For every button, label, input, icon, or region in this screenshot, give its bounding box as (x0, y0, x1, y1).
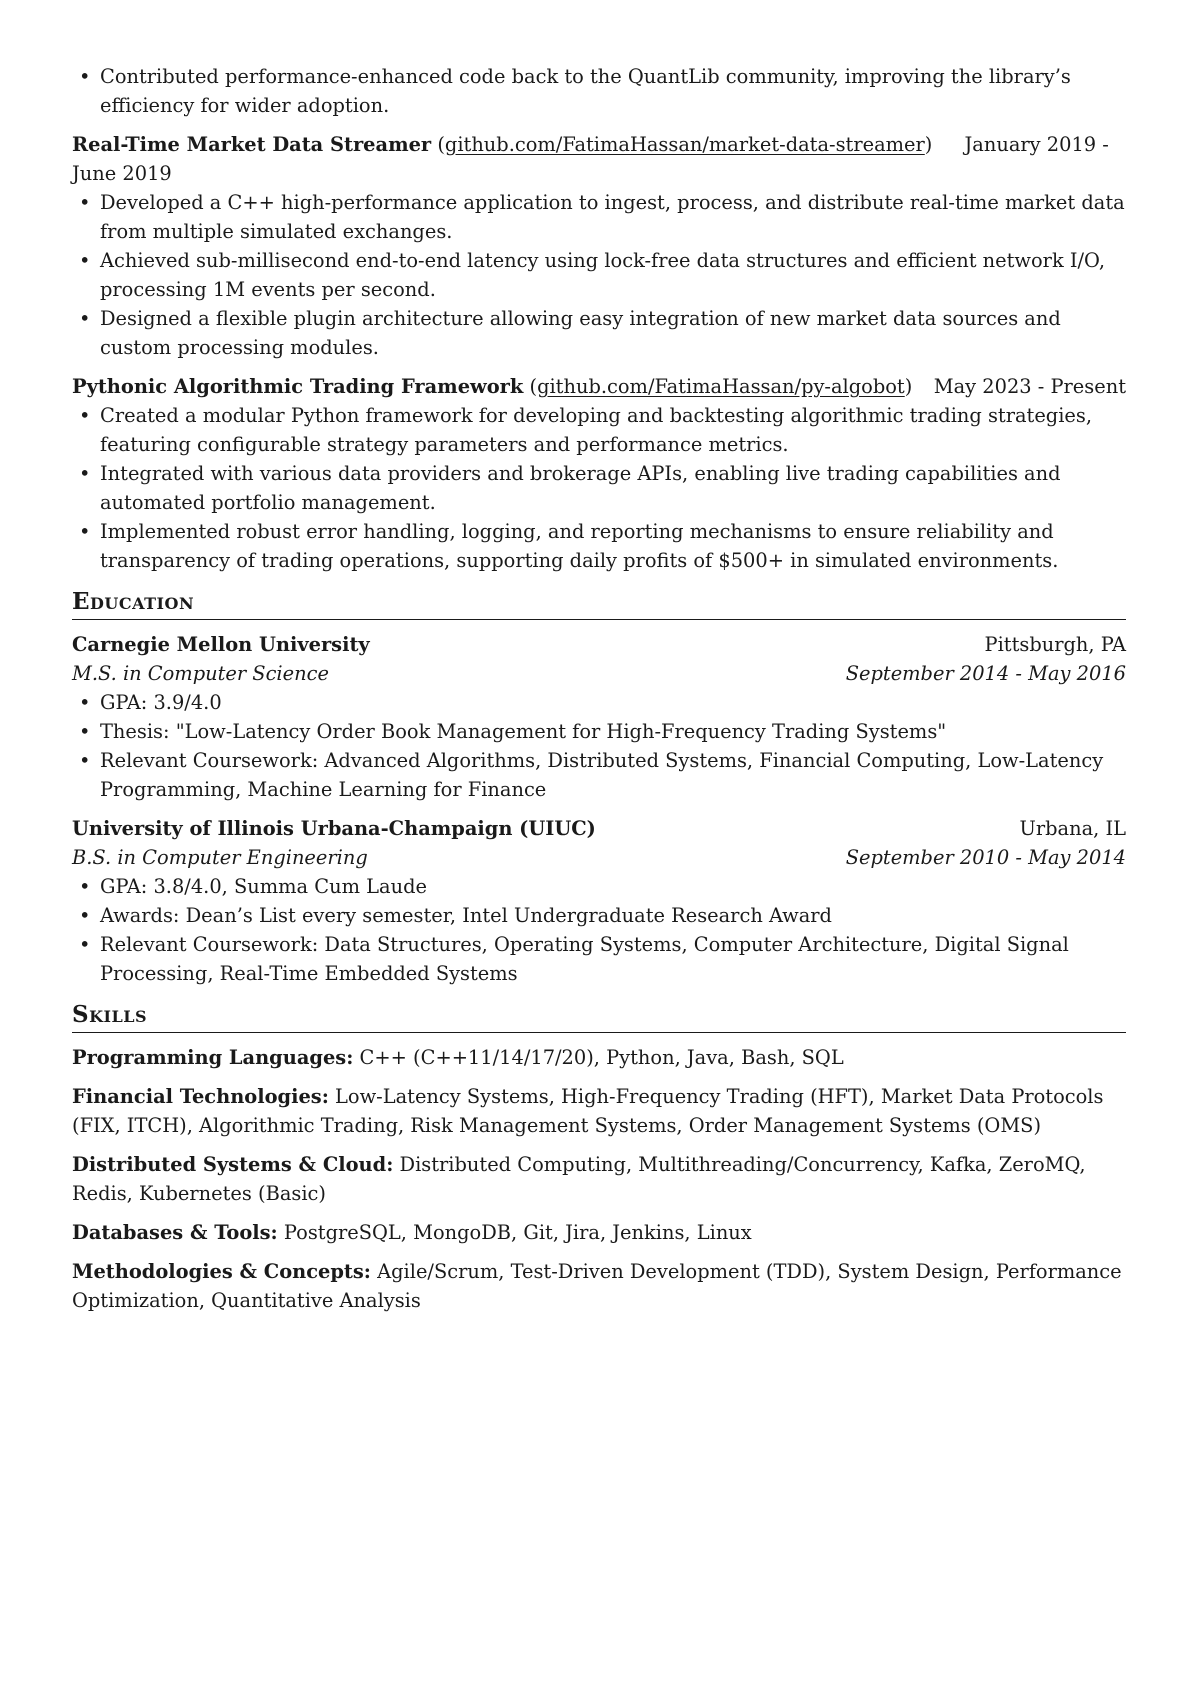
project-link-wrap: (github.com/FatimaHassan/py-algobot) (529, 375, 913, 398)
skills-section (72, 1000, 1126, 1315)
degree: B.S. in Computer Engineering (72, 846, 368, 869)
continued-bullets (72, 62, 1126, 120)
education-entry (72, 630, 1126, 804)
project-header (72, 372, 1126, 401)
education-dates: September 2014 - May 2016 (845, 662, 1126, 685)
project-entry (72, 372, 1126, 575)
school-name: Carnegie Mellon University (72, 633, 370, 656)
project-dates: January 2019 - June 2019 (72, 133, 1109, 185)
skill-row (72, 1257, 1126, 1315)
list-item: • Thesis: "Low-Latency Order Book Management for High-Frequency Trading Systems" (72, 717, 1126, 746)
skill-label: Programming Languages: (72, 1046, 354, 1069)
education-header (72, 630, 1126, 659)
skill-value: Distributed Computing, Multithreading/Concurrency, Kafka, ZeroMQ, Redis, Kubernetes (Basic) (72, 1153, 1086, 1205)
degree-row (72, 659, 1126, 688)
education-bullets (72, 872, 1126, 988)
skill-label: Financial Technologies: (72, 1085, 329, 1108)
project-name: Real-Time Market Data Streamer (72, 133, 432, 156)
project-dates: May 2023 - Present (933, 375, 1126, 398)
list-item: • GPA: 3.9/4.0 (72, 688, 1126, 717)
skill-value: Low-Latency Systems, High-Frequency Trading (HFT), Market Data Protocols (FIX, ITCH), Algorithmic Trading, Risk Management Systems, Order Management Systems (OMS) (72, 1085, 1104, 1137)
education-entry (72, 814, 1126, 988)
project-link-wrap: (github.com/FatimaHassan/market-data-streamer) (437, 133, 933, 156)
education-section (72, 587, 1126, 988)
section-title: Education (72, 587, 1126, 620)
list-item: • Integrated with various data providers and brokerage APIs, enabling live trading capabilities and automated portfolio management. (72, 459, 1126, 517)
school-location: Urbana, IL (1019, 817, 1126, 840)
project-entry (72, 130, 1126, 362)
school-location: Pittsburgh, PA (984, 633, 1126, 656)
list-item: • Achieved sub-millisecond end-to-end latency using lock-free data structures and efficient network I/O, processing 1M events per second. (72, 246, 1126, 304)
skill-value: Agile/Scrum, Test-Driven Development (TDD), System Design, Performance Optimization, Quantitative Analysis (72, 1260, 1122, 1312)
resume-page (72, 62, 1126, 1315)
list-item: • Relevant Coursework: Advanced Algorithms, Distributed Systems, Financial Computing, Low-Latency Programming, Machine Learning for Finance (72, 746, 1126, 804)
list-item: • Designed a flexible plugin architecture allowing easy integration of new market data sources and custom processing modules. (72, 304, 1126, 362)
education-bullets (72, 688, 1126, 804)
section-title: Skills (72, 1000, 1126, 1033)
education-dates: September 2010 - May 2014 (845, 846, 1126, 869)
degree: M.S. in Computer Science (72, 662, 329, 685)
skill-row (72, 1150, 1126, 1208)
skill-label: Distributed Systems & Cloud: (72, 1153, 394, 1176)
skill-row (72, 1043, 1126, 1072)
project-bullets (72, 401, 1126, 575)
degree-row (72, 843, 1126, 872)
project-name: Pythonic Algorithmic Trading Framework (72, 375, 524, 398)
list-item: • Awards: Dean’s List every semester, Intel Undergraduate Research Award (72, 901, 1126, 930)
school-name: University of Illinois Urbana-Champaign (UIUC) (72, 817, 596, 840)
skill-label: Databases & Tools: (72, 1221, 278, 1244)
list-item: • GPA: 3.8/4.0, Summa Cum Laude (72, 872, 1126, 901)
project-bullets (72, 188, 1126, 362)
project-link[interactable]: github.com/FatimaHassan/market-data-streamer (444, 133, 925, 156)
skill-value: PostgreSQL, MongoDB, Git, Jira, Jenkins, Linux (283, 1221, 752, 1244)
list-item: • Relevant Coursework: Data Structures, Operating Systems, Computer Architecture, Digital Signal Processing, Real-Time Embedded Systems (72, 930, 1126, 988)
skill-row (72, 1082, 1126, 1140)
list-item: • Implemented robust error handling, logging, and reporting mechanisms to ensure reliability and transparency of trading operations, supporting daily profits of $500+ in simulated environments. (72, 517, 1126, 575)
skill-row (72, 1218, 1126, 1247)
project-link[interactable]: github.com/FatimaHassan/py-algobot (537, 375, 905, 398)
list-item: • Contributed performance-enhanced code back to the QuantLib community, improving the library’s efficiency for wider adoption. (72, 62, 1126, 120)
list-item: • Developed a C++ high-performance application to ingest, process, and distribute real-time market data from multiple simulated exchanges. (72, 188, 1126, 246)
skill-label: Methodologies & Concepts: (72, 1260, 371, 1283)
list-item: • Created a modular Python framework for developing and backtesting algorithmic trading strategies, featuring configurable strategy parameters and performance metrics. (72, 401, 1126, 459)
education-header (72, 814, 1126, 843)
skill-value: C++ (C++11/14/17/20), Python, Java, Bash, SQL (359, 1046, 844, 1069)
project-header (72, 130, 1126, 188)
